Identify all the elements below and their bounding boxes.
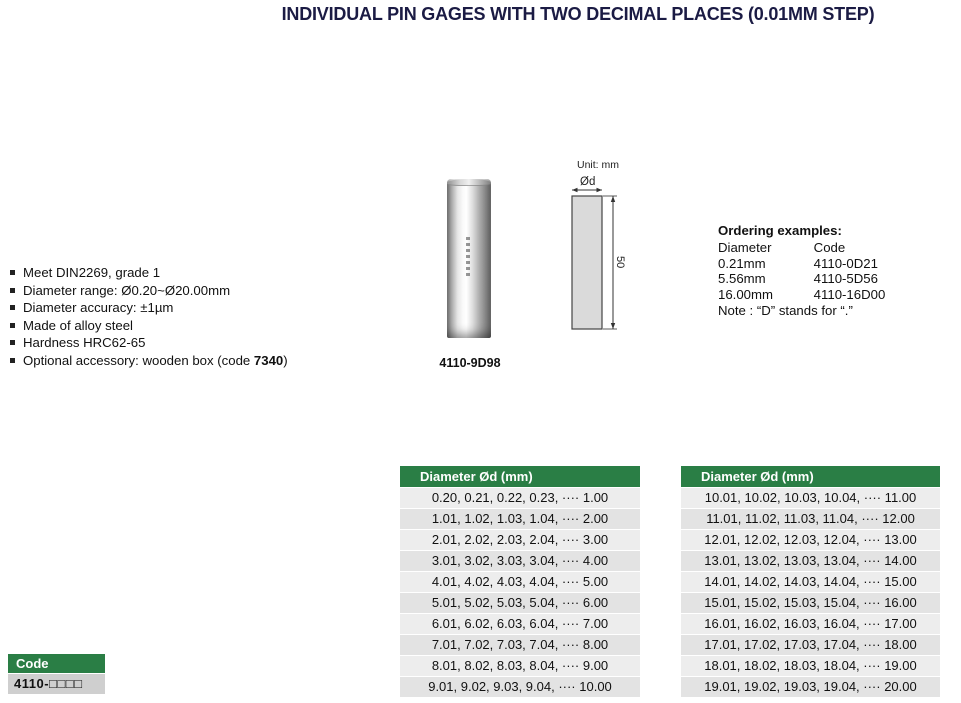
feature-text: Meet DIN2269, grade 1 bbox=[23, 265, 161, 280]
table-row: 18.01, 18.02, 18.03, 18.04, ···· 19.00 bbox=[681, 655, 940, 676]
table-row: 4.01, 4.02, 4.03, 4.04, ···· 5.00 bbox=[400, 571, 640, 592]
table-header: Diameter Ød (mm) bbox=[681, 466, 940, 487]
ordering-col-code: Code bbox=[813, 239, 846, 255]
pin-gage-photo bbox=[447, 179, 491, 338]
bullet-square-icon bbox=[10, 340, 15, 345]
feature-code-bold: 7340 bbox=[253, 352, 284, 368]
table-row: 9.01, 9.02, 9.03, 9.04, ···· 10.00 bbox=[400, 676, 640, 697]
order-code-block bbox=[8, 654, 105, 694]
table-row: 17.01, 17.02, 17.03, 17.04, ···· 18.00 bbox=[681, 634, 940, 655]
feature-text: Diameter accuracy: ±1µm bbox=[23, 300, 174, 316]
ordering-col-diameter: Diameter bbox=[718, 239, 772, 255]
ordering-note: Note : “D” stands for “.” bbox=[718, 302, 853, 318]
table-row: 0.20, 0.21, 0.22, 0.23, ···· 1.00 bbox=[400, 487, 640, 508]
ordering-diameter: 0.21mm bbox=[718, 255, 766, 271]
table-row: 12.01, 12.02, 12.03, 12.04, ···· 13.00 bbox=[681, 529, 940, 550]
diameter-table-right bbox=[681, 466, 940, 697]
feature-item bbox=[9, 317, 389, 335]
bullet-square-icon bbox=[10, 305, 15, 310]
table-row: 15.01, 15.02, 15.03, 15.04, ···· 16.00 bbox=[681, 592, 940, 613]
feature-text: Made of alloy steel bbox=[23, 317, 133, 333]
arrow-down-icon bbox=[611, 323, 615, 329]
table-row: 1.01, 1.02, 1.03, 1.04, ···· 2.00 bbox=[400, 508, 640, 529]
code-block-value: 4110-□□□□ bbox=[8, 674, 105, 694]
pin-side-view bbox=[572, 196, 602, 329]
table-row: 11.01, 11.02, 11.03, 11.04, ···· 12.00 bbox=[681, 508, 940, 529]
diameter-table-left bbox=[400, 466, 640, 697]
ordering-code: 4110-5D56 bbox=[813, 271, 878, 287]
feature-item bbox=[9, 299, 389, 317]
table-row: 3.01, 3.02, 3.03, 3.04, ···· 4.00 bbox=[400, 550, 640, 571]
technical-drawing bbox=[562, 155, 652, 355]
unit-label: Unit: mm bbox=[577, 159, 619, 171]
arrow-right-icon bbox=[597, 188, 603, 192]
feature-text: Hardness HRC62-65 bbox=[23, 335, 146, 351]
arrow-up-icon bbox=[611, 196, 615, 202]
bullet-square-icon bbox=[10, 270, 15, 275]
ordering-row bbox=[718, 256, 958, 272]
ordering-header-row bbox=[718, 240, 958, 256]
table-row: 8.01, 8.02, 8.03, 8.04, ···· 9.00 bbox=[400, 655, 640, 676]
table-row: 10.01, 10.02, 10.03, 10.04, ···· 11.00 bbox=[681, 487, 940, 508]
table-row: 7.01, 7.02, 7.03, 7.04, ···· 8.00 bbox=[400, 634, 640, 655]
table-row: 13.01, 13.02, 13.03, 13.04, ···· 14.00 bbox=[681, 550, 940, 571]
ordering-diameter: 5.56mm bbox=[718, 271, 766, 287]
table-row: 6.01, 6.02, 6.03, 6.04, ···· 7.00 bbox=[400, 613, 640, 634]
code-block-header: Code bbox=[8, 654, 105, 673]
ordering-row bbox=[718, 287, 958, 303]
table-row: 16.01, 16.02, 16.03, 16.04, ···· 17.00 bbox=[681, 613, 940, 634]
feature-item bbox=[9, 282, 389, 300]
ordering-row bbox=[718, 271, 958, 287]
feature-item bbox=[9, 352, 389, 370]
feature-text: Diameter range: Ø0.20~Ø20.00mm bbox=[23, 282, 231, 298]
table-row: 19.01, 19.02, 19.03, 19.04, ···· 20.00 bbox=[681, 676, 940, 697]
arrow-left-icon bbox=[572, 188, 578, 192]
ordering-diameter: 16.00mm bbox=[718, 287, 773, 303]
bullet-square-icon bbox=[10, 288, 15, 293]
feature-text: Optional accessory: wooden box (code bbox=[23, 352, 254, 368]
page-title: INDIVIDUAL PIN GAGES WITH TWO DECIMAL PLACES (0.01MM STEP) bbox=[281, 4, 875, 24]
table-row: 14.01, 14.02, 14.03, 14.04, ···· 15.00 bbox=[681, 571, 940, 592]
pin-gage-code-label: 4110-9D98 bbox=[439, 356, 501, 370]
feature-item bbox=[9, 264, 389, 282]
bullet-square-icon bbox=[10, 358, 15, 363]
feature-text: ) bbox=[283, 352, 288, 368]
table-row: 5.01, 5.02, 5.03, 5.04, ···· 6.00 bbox=[400, 592, 640, 613]
ordering-code: 4110-0D21 bbox=[813, 255, 878, 271]
feature-list bbox=[9, 264, 389, 370]
table-header: Diameter Ød (mm) bbox=[400, 466, 640, 487]
table-row: 2.01, 2.02, 2.03, 2.04, ···· 3.00 bbox=[400, 529, 640, 550]
ordering-title: Ordering examples: bbox=[718, 223, 842, 238]
ordering-examples bbox=[718, 223, 958, 319]
feature-item bbox=[9, 334, 389, 352]
bullet-square-icon bbox=[10, 323, 15, 328]
diameter-dim-label: Ød bbox=[580, 176, 596, 188]
length-dim-label: 50 bbox=[614, 256, 626, 269]
ordering-code: 4110-16D00 bbox=[813, 287, 886, 303]
